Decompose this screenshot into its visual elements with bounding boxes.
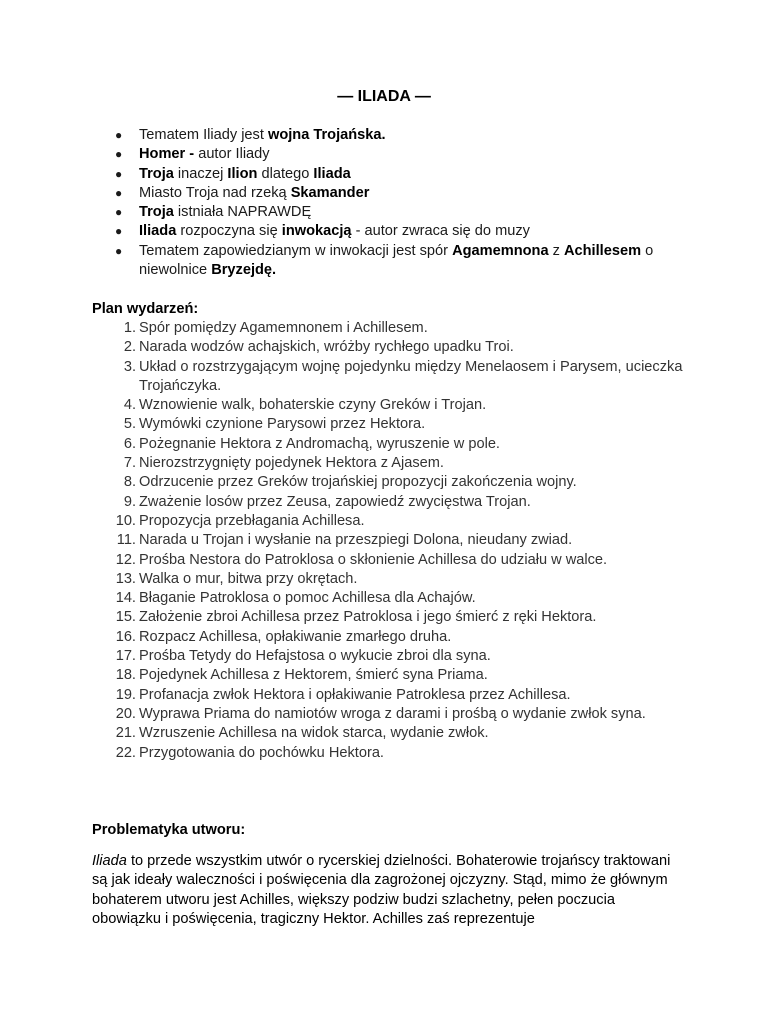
bullet-item: [92, 203, 692, 222]
plan-item: [92, 358, 692, 397]
plan-item-number: 16.: [115, 628, 136, 645]
bold-text: Agamemnona: [452, 242, 549, 259]
bold-text: Troja: [139, 165, 174, 182]
bold-text: Iliada: [313, 165, 351, 182]
bold-text: Troja: [139, 204, 174, 221]
plan-item: [92, 705, 692, 724]
text: Miasto Troja nad rzeką: [139, 184, 291, 201]
plan-item-text: Walka o mur, bitwa przy okrętach.: [139, 570, 358, 587]
plan-item-text: Narada wodzów achajskich, wróżby rychłego upadku Troi.: [139, 339, 514, 356]
bold-text: inwokacją: [281, 223, 352, 240]
bullet-item: [92, 222, 692, 241]
plan-item: [92, 551, 692, 570]
bullet-dot-icon: ●: [115, 243, 123, 258]
plan-item-number: 12.: [115, 551, 136, 568]
plan-item: [92, 666, 692, 685]
plan-item: [92, 589, 692, 608]
plan-item-number: 9.: [123, 493, 136, 510]
text: - autor zwraca się do muzy: [351, 223, 530, 240]
plan-item-text: Profanacja zwłok Hektora i opłakiwanie Patroklesa przez Achillesa.: [139, 686, 571, 703]
bold-text: Iliada: [139, 223, 177, 240]
text: o niewolnice: [139, 242, 654, 279]
plan-item-text: Prośba Tetydy do Hefajstosa o wykucie zbroi dla syna.: [139, 648, 491, 665]
plan-item-number: 10.: [115, 512, 136, 529]
problem-paragraph: [92, 852, 682, 929]
plan-item-number: 17.: [115, 648, 136, 665]
plan-item-number: 7.: [123, 455, 136, 472]
plan-item-text: Prośba Nestora do Patroklosa o skłonienie Achillesa do udziału w walce.: [139, 551, 608, 568]
plan-item-text: Układ o rozstrzygającym wojnę pojedynku między Menelaosem i Parysem, ucieczka Trojańczyka.: [139, 358, 683, 394]
plan-item-text: Założenie zbroi Achillesa przez Patroklosa i jego śmierć z ręki Hektora.: [139, 609, 597, 626]
bullet-item: [92, 145, 692, 164]
bullet-item: [92, 242, 692, 281]
bold-text: wojna Trojańska.: [267, 127, 386, 143]
plan-item: [92, 415, 692, 434]
bullet-dot-icon: ●: [115, 128, 123, 142]
plan-item-text: Wymówki czynione Parysowi przez Hektora.: [139, 416, 426, 433]
plan-item: [92, 647, 692, 666]
plan-item-number: 5.: [123, 416, 136, 433]
plan-item-text: Przygotowania do pochówku Hektora.: [139, 744, 384, 761]
plan-item: [92, 531, 692, 550]
plan-item: [92, 396, 692, 415]
plan-item-text: Wznowienie walk, bohaterskie czyny Greków i Trojan.: [139, 397, 487, 414]
bullet-dot-icon: ●: [115, 185, 123, 200]
bold-text: Ilion: [227, 165, 258, 182]
plan-item-number: 20.: [115, 705, 136, 722]
plan-item-number: 19.: [115, 686, 136, 703]
bullet-item: [92, 126, 692, 145]
bold-text: Skamander: [290, 184, 370, 201]
problem-italic-title: Iliada: [92, 853, 127, 869]
plan-item-number: 3.: [123, 358, 136, 375]
plan-item-number: 14.: [115, 590, 136, 607]
plan-item: [92, 319, 692, 338]
plan-item: [92, 512, 692, 531]
plan-item-number: 4.: [123, 397, 136, 414]
plan-item-number: 21.: [115, 725, 136, 742]
bold-text: Achillesem: [563, 242, 642, 259]
plan-item: [92, 493, 692, 512]
plan-item-text: Wyprawa Priama do namiotów wroga z darami i prośbą o wydanie zwłok syna.: [139, 705, 646, 722]
plan-item-text: Propozycja przebłagania Achillesa.: [139, 512, 365, 529]
plan-item-number: 8.: [123, 474, 136, 491]
bullet-dot-icon: ●: [115, 205, 123, 220]
problem-heading: Problematyka utworu:: [92, 822, 246, 838]
problem-body-text: to przede wszystkim utwór o rycerskiej dzielności. Bohaterowie trojańscy traktowani są jak ideały waleczności i poświęcenia dla zagrożonej ojczyzny. Stąd, mimo że głównym bohaterem utworu jest Achilles, większy podziw budzi szlachetny, pełen poczucia obowiązku i poświęcenia, tragiczny Hektor. Achilles zaś reprezentuje: [92, 853, 671, 927]
text: rozpoczyna się: [176, 223, 282, 240]
plan-item-number: 22.: [115, 744, 136, 761]
facts-bullet-list: [92, 126, 692, 280]
plan-item-text: Wzruszenie Achillesa na widok starca, wydanie zwłok.: [139, 725, 489, 742]
plan-item: [92, 686, 692, 705]
text: autor Iliady: [198, 146, 270, 163]
plan-item: [92, 628, 692, 647]
plan-item-number: 15.: [115, 609, 136, 626]
plan-item: [92, 435, 692, 454]
plan-item-text: Spór pomiędzy Agamemnonem i Achillesem.: [139, 320, 428, 336]
document-title: — ILIADA —: [337, 88, 431, 105]
plan-item: [92, 608, 692, 627]
bullet-item: [92, 184, 692, 203]
plan-item-text: Pożegnanie Hektora z Andromachą, wyruszenie w pole.: [139, 435, 500, 452]
bold-text: Bryzejdę.: [211, 262, 277, 279]
plan-item: [92, 724, 692, 743]
plan-item-number: 6.: [123, 435, 136, 452]
plan-item-text: Odrzucenie przez Greków trojańskiej propozycji zakończenia wojny.: [139, 474, 577, 491]
plan-item-text: Nierozstrzygnięty pojedynek Hektora z Ajasem.: [139, 455, 444, 472]
plan-item: [92, 338, 692, 357]
plan-item-number: 2.: [123, 339, 136, 356]
plan-item: [92, 454, 692, 473]
text: z: [548, 242, 564, 259]
plan-item-number: 13.: [115, 570, 136, 587]
text: Tematem Iliady jest: [139, 127, 268, 143]
plan-item-text: Narada u Trojan i wysłanie na przeszpiegi Dolona, nieudany zwiad.: [139, 532, 573, 549]
text: dlatego: [257, 165, 314, 182]
text: Tematem zapowiedzianym w inwokacji jest spór: [139, 242, 453, 259]
plan-item-text: Błaganie Patroklosa o pomoc Achillesa dla Achajów.: [139, 590, 476, 607]
bullet-item: [92, 165, 692, 184]
plan-item: [92, 473, 692, 492]
plan-item: [92, 744, 692, 763]
plan-item-number: 1.: [123, 320, 136, 336]
bullet-dot-icon: ●: [115, 147, 123, 162]
plan-item-text: Pojedynek Achillesa z Hektorem, śmierć syna Priama.: [139, 667, 488, 684]
plan-numbered-list: [92, 319, 692, 763]
bullet-dot-icon: ●: [115, 166, 123, 181]
plan-item: [92, 570, 692, 589]
plan-item-number: 18.: [115, 667, 136, 684]
text: istniała NAPRAWDĘ: [173, 204, 312, 221]
bold-text: Homer -: [139, 146, 199, 163]
plan-item-text: Rozpacz Achillesa, opłakiwanie zmarłego druha.: [139, 628, 452, 645]
plan-item-text: Zważenie losów przez Zeusa, zapowiedź zwycięstwa Trojan.: [139, 493, 531, 510]
text: inaczej: [173, 165, 228, 182]
plan-heading: Plan wydarzeń:: [92, 301, 199, 317]
plan-item-number: 11.: [116, 532, 136, 549]
bullet-dot-icon: ●: [115, 224, 123, 239]
